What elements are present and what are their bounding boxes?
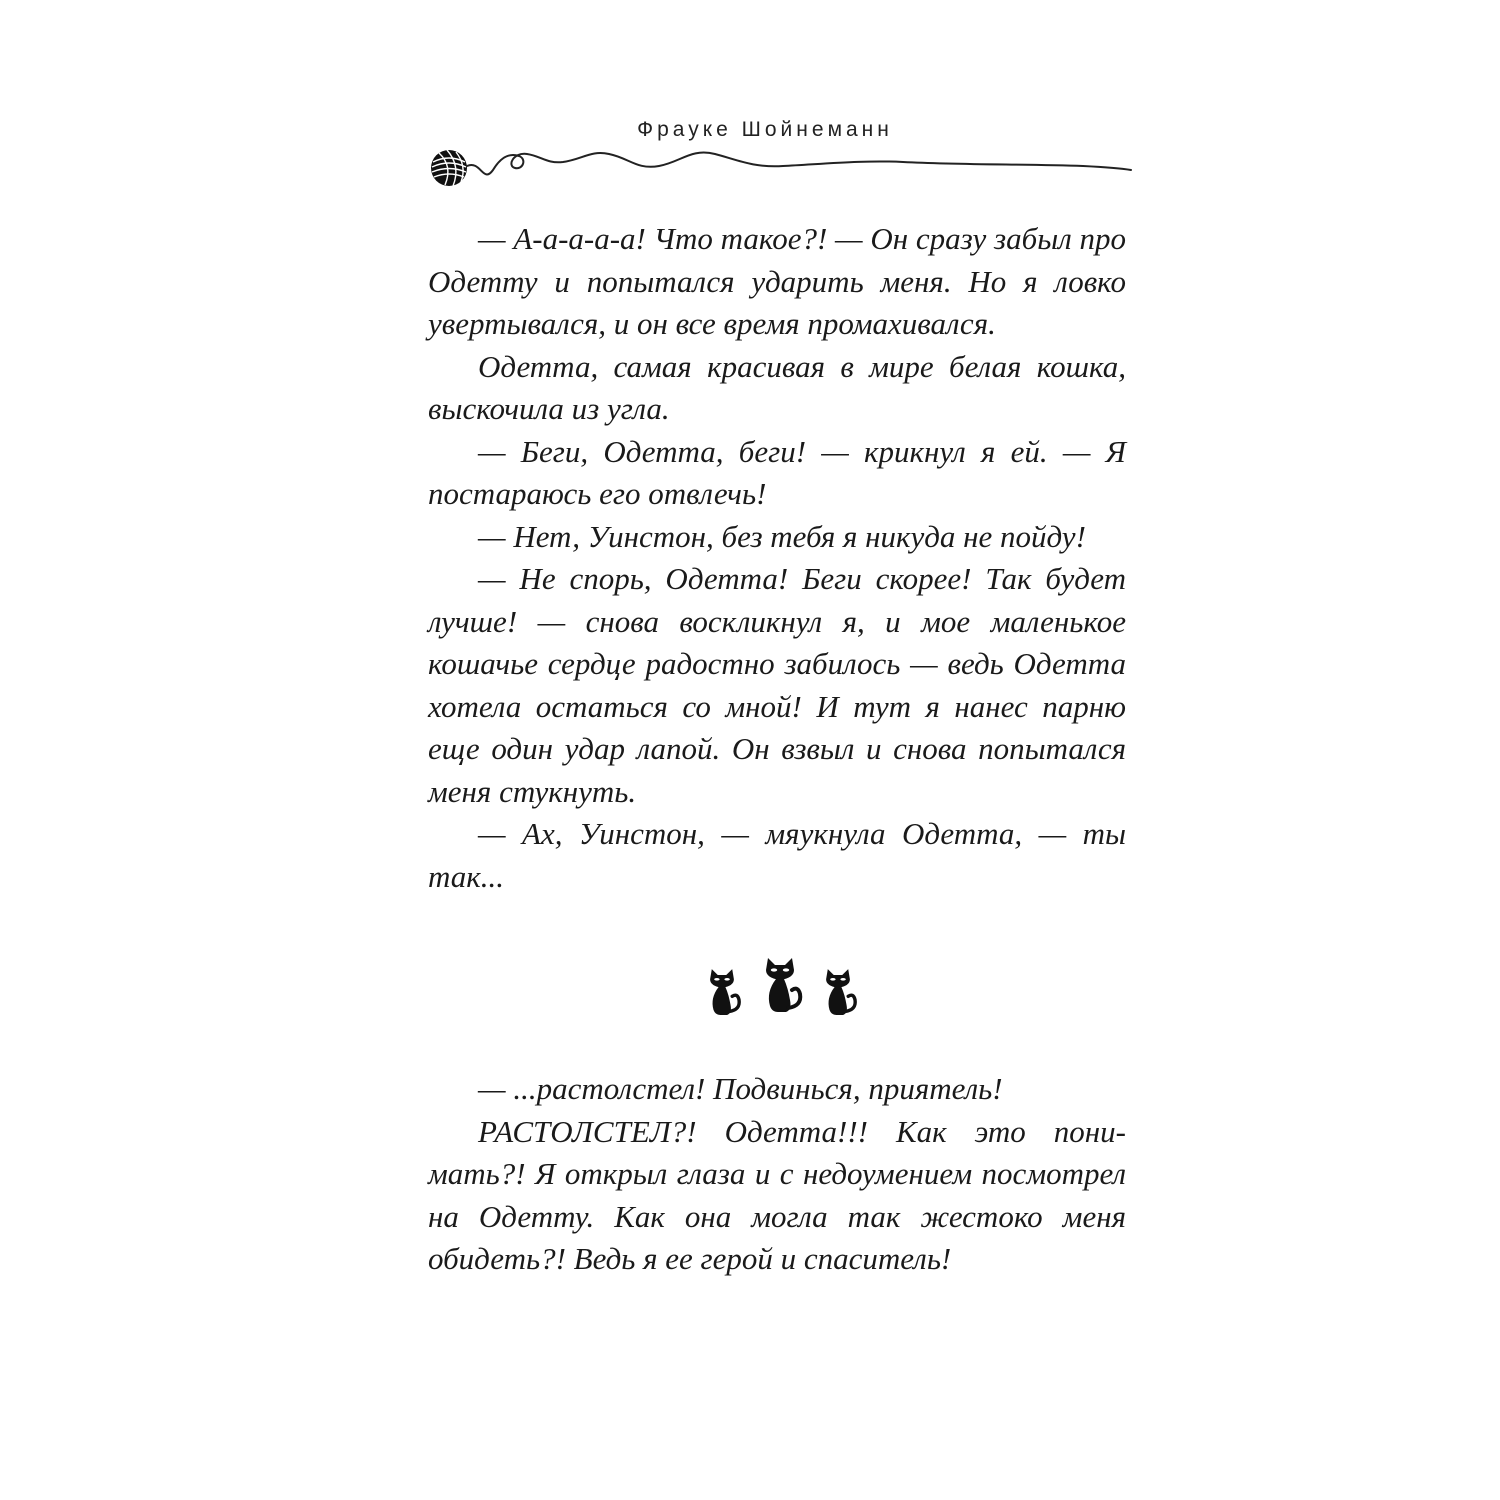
body-text-after-break xyxy=(428,1068,1126,1281)
paragraph: — ...растолстел! Подвинься, приятель! xyxy=(478,1071,1003,1106)
running-head-author: Фрауке Шойнеманн xyxy=(637,118,893,141)
paragraph: — Не спорь, Одетта! Беги скорее! Так будет лучше! — снова воскликнул я, и мое маленькое кошачье сердце радостно забилось — ведь Одетта хотела остаться со мной! И тут я нанес парню еще один удар лапой. Он взвыл и снова попытался меня стукнуть. xyxy=(428,561,1126,809)
paragraph: — А-а-а-а-а! Что такое?! — Он сразу забыл про Одетту и попытался ударить меня. Но я ловко увертывался, и он все время промахивался. xyxy=(428,221,1126,341)
paragraph: Одетта, самая красивая в мире белая кошка, выскочила из угла. xyxy=(428,348,1126,426)
yarn-ball-with-thread-icon xyxy=(423,140,1133,192)
paragraph: РАСТОЛСТЕЛ?! Одетта!!! Как это понимать?! Я открыл глаза и с недоумением посмотрел на Одетту. Как она могла так жестоко меня обидеть?! Ведь я ее герой и спаситель! xyxy=(428,1113,1126,1276)
paragraph: — Ах, Уинстон, — мяукнула Одетта, — ты так... xyxy=(428,816,1126,894)
three-black-cats-icon xyxy=(690,948,870,1028)
paragraph: — Нет, Уинстон, без тебя я никуда не пойду! xyxy=(478,518,1086,554)
paragraph: — Беги, Одетта, беги! — крикнул я ей. — Я постараюсь его отвлечь! xyxy=(428,433,1126,511)
body-text-before-break xyxy=(428,218,1126,898)
